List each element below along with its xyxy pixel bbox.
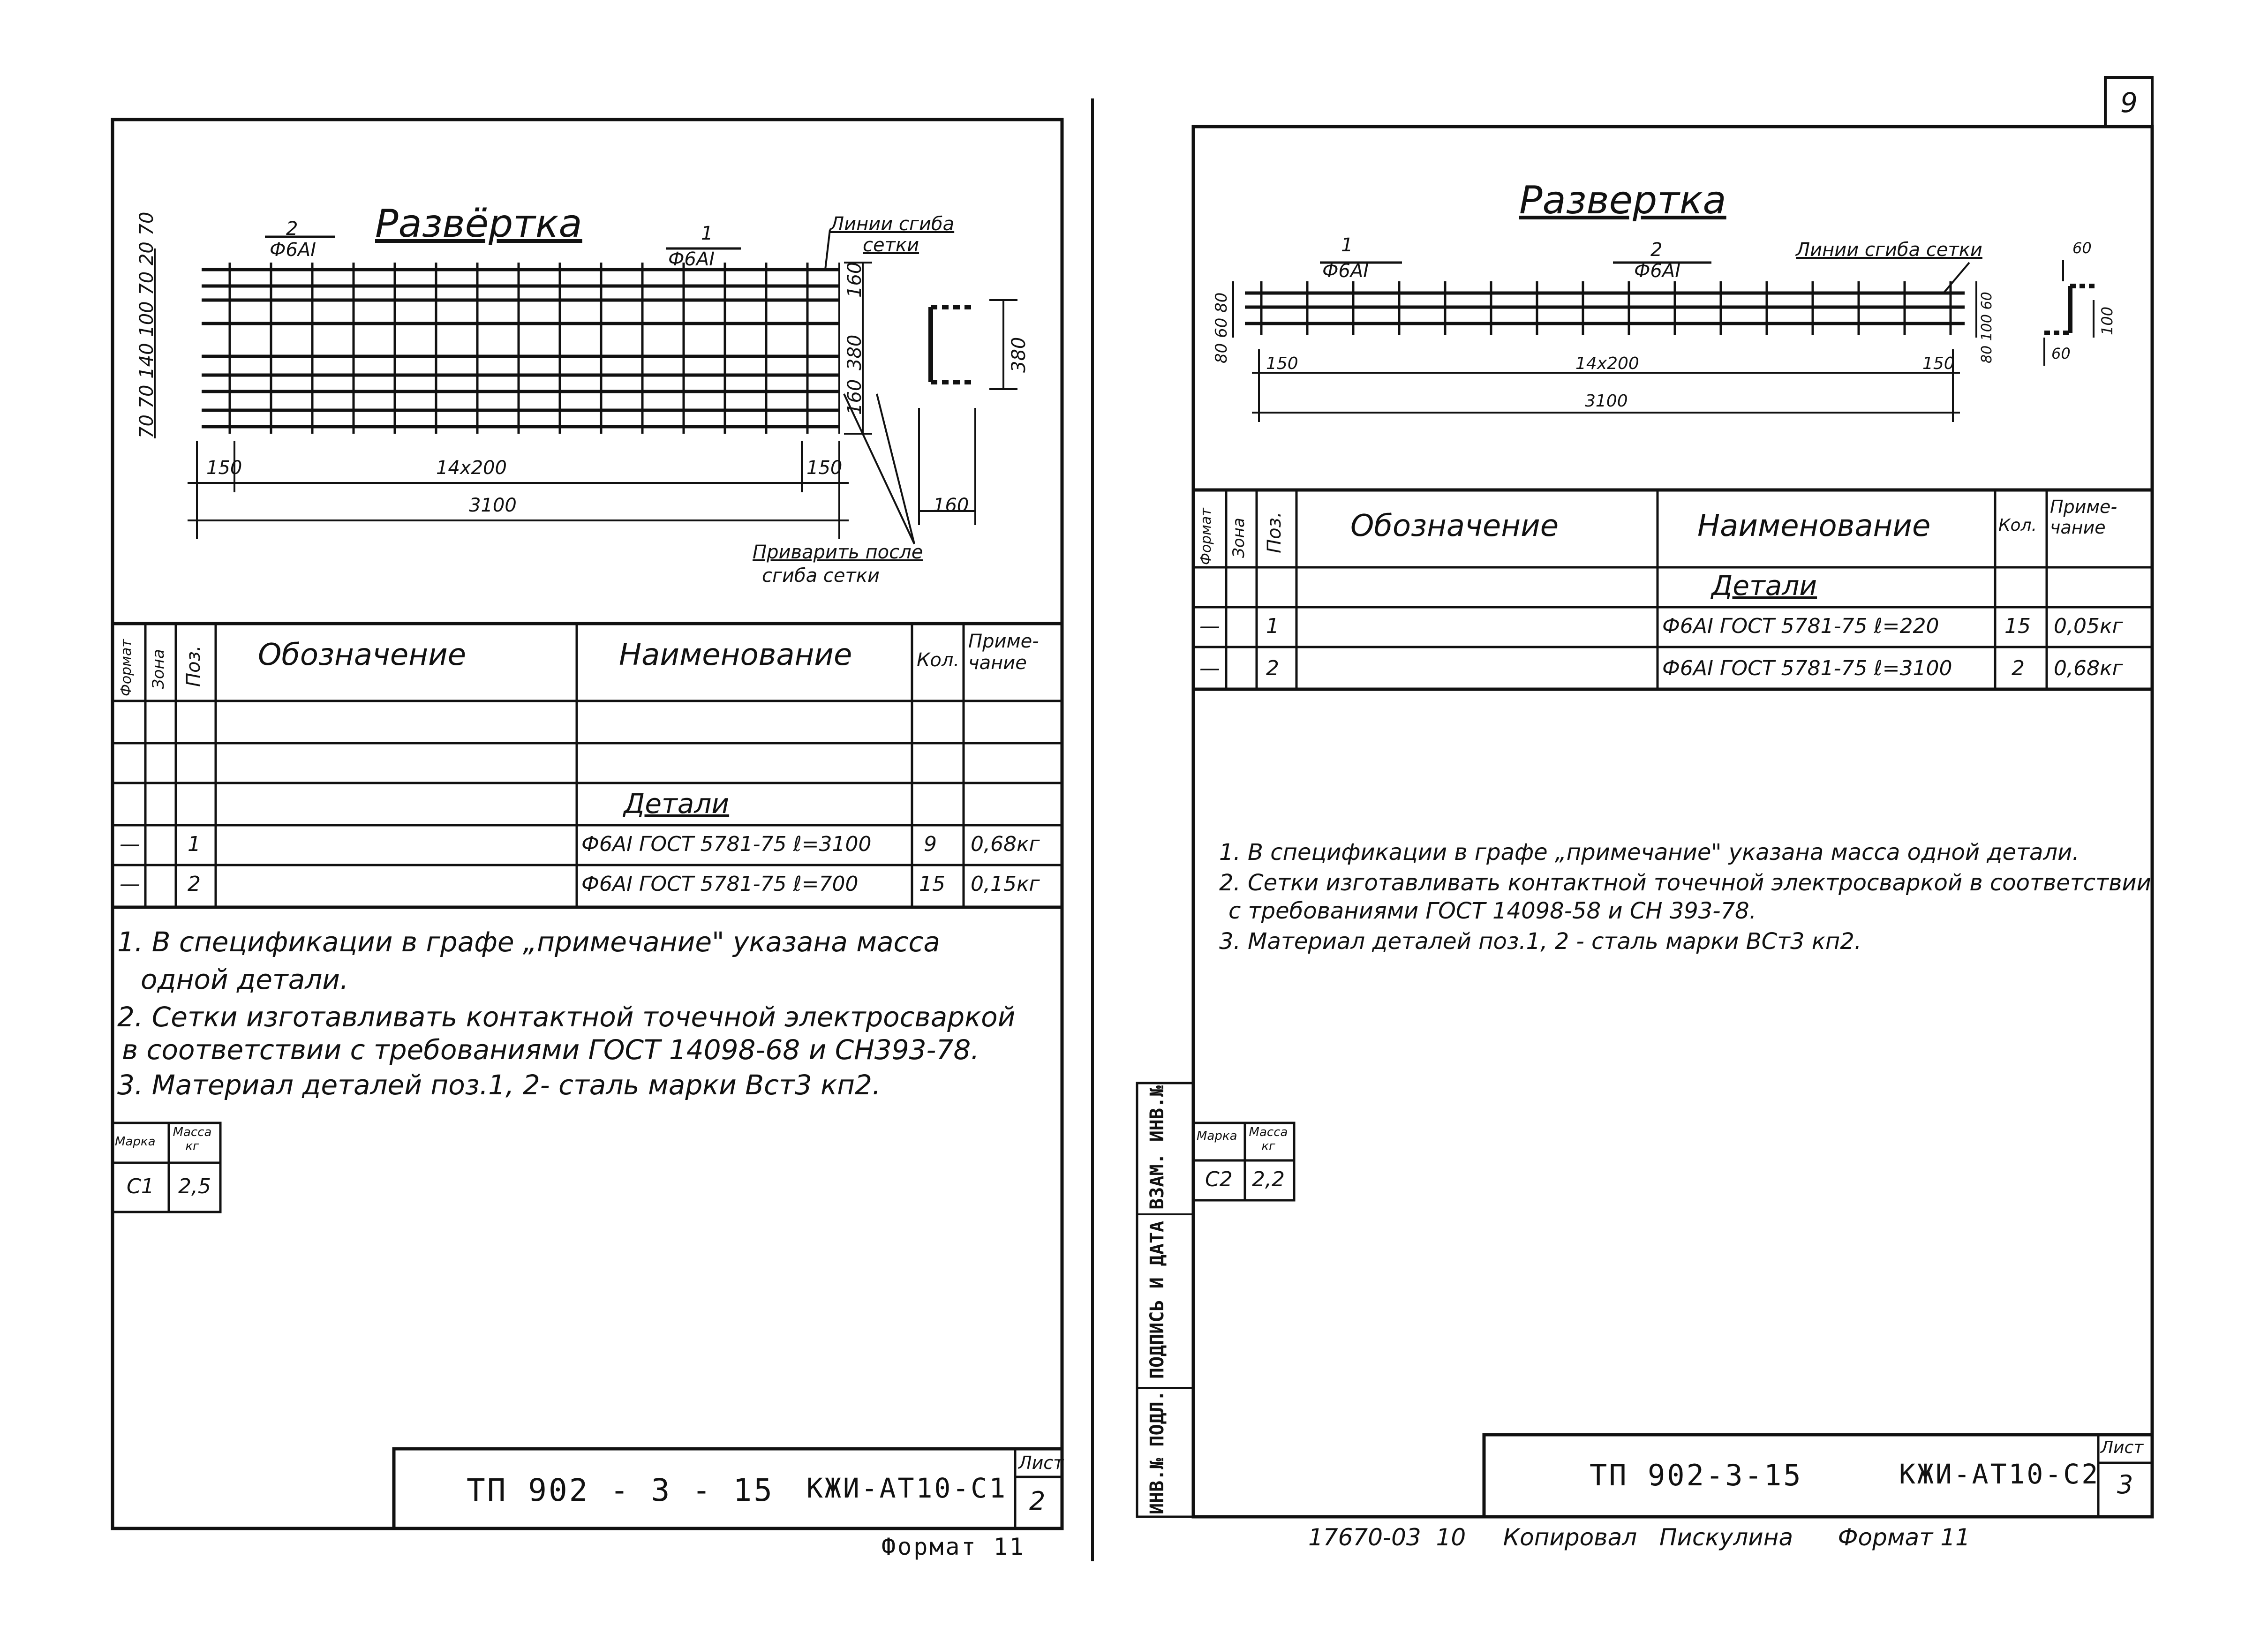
left-weld-note: Приварить после bbox=[753, 542, 923, 563]
mass-table-header-mass: Масса кг bbox=[1249, 1125, 1288, 1153]
table-cell-mark: — bbox=[120, 832, 140, 856]
table-cell-qty: 15 bbox=[2004, 614, 2031, 638]
table-section-title: Детали bbox=[624, 788, 730, 820]
corner-page-number: 9 bbox=[2120, 87, 2138, 119]
right-fold-label: Линии сгиба сетки bbox=[1796, 239, 1982, 261]
table-cell-mark: — bbox=[1199, 614, 1220, 638]
left-bar-label-spec: Ф6АI bbox=[668, 248, 715, 270]
table-cell-qty: 9 bbox=[924, 832, 937, 856]
right-bar-label-pos: 2 bbox=[1650, 239, 1663, 261]
left-bar-label-pos: 1 bbox=[701, 223, 713, 244]
right-note-line: с требованиями ГОСТ 14098-58 и СН 393-78. bbox=[1228, 898, 1756, 924]
dim-label: 150 bbox=[206, 457, 242, 479]
left-vertical-dims: 70 70 140 100 70 20 70 bbox=[136, 211, 158, 438]
stamp-sheet-label: Лист bbox=[1018, 1453, 1064, 1473]
right-bar-label-pos: 1 bbox=[1341, 234, 1353, 256]
table-cell-note: 0,68кг bbox=[971, 832, 1040, 856]
dim-label: 160 bbox=[844, 262, 866, 298]
table-header-pos: Поз. bbox=[1264, 512, 1285, 553]
dim-label: 380 bbox=[844, 334, 866, 370]
dim-label: 380 bbox=[1008, 337, 1030, 373]
mass-table-mass: 2,2 bbox=[1252, 1167, 1285, 1191]
mass-table-mass: 2,5 bbox=[178, 1174, 211, 1198]
dim-label: 150 bbox=[806, 457, 843, 479]
mass-table-header-mass: Масса кг bbox=[173, 1125, 212, 1153]
stamp-document: КЖИ-АТ10-С2 bbox=[1899, 1458, 2100, 1490]
right-bar-label-spec: Ф6АI bbox=[1322, 260, 1369, 282]
dim-label: 80 60 80 bbox=[1212, 292, 1231, 363]
table-section-title: Детали bbox=[1711, 570, 1817, 602]
table-header-format: Формат bbox=[1198, 508, 1214, 565]
dim-label: 60 bbox=[2072, 239, 2092, 257]
table-header-qty: Кол. bbox=[1998, 516, 2037, 535]
table-header-name: Наименование bbox=[1697, 509, 1931, 543]
dim-label: 14х200 bbox=[1575, 354, 1639, 373]
table-header-note: Приме-чание bbox=[968, 631, 1039, 674]
right-note-line: 1. В спецификации в графе „примечание" указана масса одной детали. bbox=[1219, 839, 2080, 866]
left-note-line: 2. Сетки изготавливать контактной точечной электросваркой bbox=[117, 1001, 1016, 1033]
table-cell-pos: 1 bbox=[1266, 614, 1279, 638]
right-footer: 17670-03 10 Копировал Пискулина Формат 11 bbox=[1308, 1524, 1970, 1551]
table-cell-name: Ф6АI ГОСТ 5781-75 ℓ=3100 bbox=[581, 832, 872, 856]
table-cell-note: 0,68кг bbox=[2054, 656, 2123, 680]
table-header-name: Наименование bbox=[619, 638, 852, 672]
stamp-code: ТП 902 - 3 - 15 bbox=[467, 1472, 775, 1508]
table-cell-name: Ф6АI ГОСТ 5781-75 ℓ=3100 bbox=[1662, 656, 1952, 680]
table-cell-note: 0,15кг bbox=[971, 872, 1040, 896]
dim-label: 150 bbox=[1266, 354, 1298, 373]
left-bar-label-spec: Ф6АI bbox=[270, 239, 316, 261]
table-cell-pos: 1 bbox=[188, 832, 201, 856]
table-cell-mark: — bbox=[1199, 656, 1220, 680]
left-drawing-title: Развёртка bbox=[375, 202, 582, 246]
dim-label: 3100 bbox=[469, 495, 517, 516]
left-format-label: Формат 11 bbox=[882, 1533, 1025, 1560]
dim-label: 3100 bbox=[1585, 391, 1628, 411]
left-note-line: в соответствии с требованиями ГОСТ 14098-68 и СН393-78. bbox=[122, 1034, 980, 1066]
stamp-document: КЖИ-АТ10-С1 bbox=[806, 1472, 1008, 1504]
table-header-pos: Поз. bbox=[183, 645, 204, 687]
table-header-qty: Кол. bbox=[917, 649, 960, 671]
table-header-designation: Обозначение bbox=[1350, 509, 1559, 543]
right-note-line: 2. Сетки изготавливать контактной точечной электросваркой в соответствии bbox=[1219, 870, 2151, 896]
stamp-sheet-number: 3 bbox=[2117, 1470, 2133, 1499]
table-cell-pos: 2 bbox=[1266, 656, 1279, 680]
mass-table-header-mark: Марка bbox=[115, 1135, 156, 1149]
table-cell-name: Ф6АI ГОСТ 5781-75 ℓ=700 bbox=[581, 872, 859, 896]
dim-label: 60 bbox=[2051, 345, 2071, 362]
stamp-code: ТП 902-3-15 bbox=[1590, 1458, 1803, 1492]
table-header-note: Приме-чание bbox=[2050, 497, 2117, 538]
table-cell-note: 0,05кг bbox=[2054, 614, 2123, 638]
side-strip-label: ИНВ.№ ПОДЛ. ПОДПИСЬ И ДАТА ВЗАМ. ИНВ.№ bbox=[1146, 1085, 1168, 1514]
stamp-sheet-number: 2 bbox=[1029, 1486, 1046, 1516]
table-cell-mark: — bbox=[120, 872, 140, 896]
right-bar-label-spec: Ф6АI bbox=[1634, 260, 1681, 282]
table-header-zone: Зона bbox=[149, 649, 168, 689]
left-note-line: одной детали. bbox=[141, 964, 349, 995]
left-fold-label: сетки bbox=[863, 234, 919, 256]
right-note-line: 3. Материал деталей поз.1, 2 - сталь марки ВСт3 кп2. bbox=[1219, 928, 1862, 955]
table-cell-name: Ф6АI ГОСТ 5781-75 ℓ=220 bbox=[1662, 614, 1939, 638]
dim-label: 80 100 60 bbox=[1979, 292, 1995, 363]
table-header-format: Формат bbox=[118, 639, 135, 696]
left-note-line: 1. В спецификации в графе „примечание" указана масса bbox=[117, 926, 940, 958]
left-bar-label-pos: 2 bbox=[286, 218, 298, 240]
left-fold-label: Линии сгиба bbox=[830, 213, 955, 235]
dim-label: 100 bbox=[2098, 306, 2116, 335]
table-cell-qty: 15 bbox=[919, 872, 945, 896]
left-note-line: 3. Материал деталей поз.1, 2- сталь марки Вст3 кп2. bbox=[117, 1069, 881, 1101]
right-drawing-title: Развертка bbox=[1519, 178, 1726, 223]
mass-table-mark: С2 bbox=[1205, 1167, 1233, 1191]
table-header-designation: Обозначение bbox=[258, 638, 467, 672]
dim-label: 150 bbox=[1922, 354, 1955, 373]
table-cell-qty: 2 bbox=[2012, 656, 2025, 680]
stamp-sheet-label: Лист bbox=[2101, 1438, 2144, 1457]
mass-table-mark: С1 bbox=[127, 1174, 154, 1198]
table-header-zone: Зона bbox=[1229, 518, 1248, 558]
dim-label: 14х200 bbox=[436, 457, 507, 479]
dim-label: 160 bbox=[844, 379, 866, 415]
left-weld-note: сгиба сетки bbox=[762, 565, 880, 587]
table-cell-pos: 2 bbox=[188, 872, 201, 896]
dim-label: 160 bbox=[933, 495, 969, 516]
mass-table-header-mark: Марка bbox=[1197, 1129, 1237, 1143]
